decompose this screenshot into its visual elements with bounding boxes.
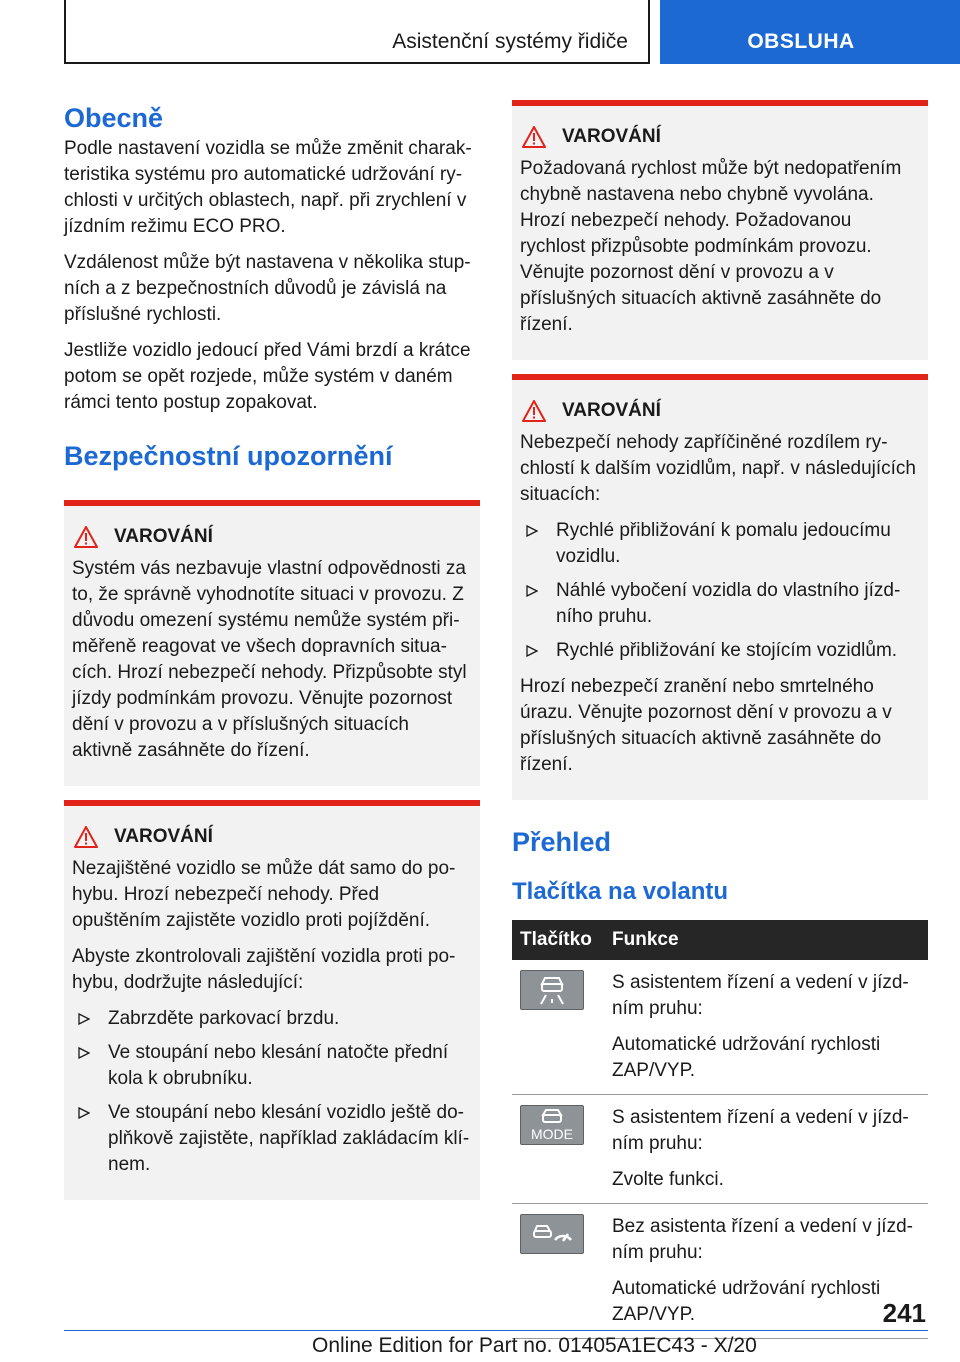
triangle-bullet-icon (526, 645, 538, 657)
warning-paragraph-1: Nezajištěné vozidlo se může dát samo do pohybu. Hrozí nebezpečí nehody. Před opuštěním zajistěte vozidlo proti pojíždění. (72, 858, 456, 931)
left-column (64, 100, 480, 1214)
list-item: Zabrzděte parkovací brzdu. (72, 1006, 472, 1032)
column-header-button: Tlačítko (512, 920, 604, 960)
list-item: Rychlé přibližování k pomalu jedoucímu vozidlu. (520, 518, 920, 570)
triangle-bullet-icon (78, 1107, 90, 1119)
cruise-control-button-icon (520, 1214, 584, 1254)
table-row (512, 960, 928, 1095)
page-number: 241 (882, 1298, 926, 1328)
warning-box-2 (64, 800, 480, 1200)
general-paragraph-2: Vzdálenost může být nastavena v několika stupních a z bezpečnostních důvodů je závislá na příslušné rychlosti. (64, 252, 471, 325)
warning-box-3 (512, 100, 928, 360)
warning-paragraph-2: Abyste zkontrolovali zajištění vozidla proti pohybu, dodržujte následující: (72, 946, 456, 993)
warning-paragraph-2: Hrozí nebezpečí zranění nebo smrtelného úrazu. Věnujte pozornost dění v provozu a v příslušných situacích aktivně zasáhněte do řízení. (520, 676, 892, 775)
list-item: Náhlé vybočení vozidla do vlastního jízdního pruhu. (520, 578, 920, 630)
section-title: Asistenční systémy řidiče (392, 30, 628, 53)
lane-assist-button-icon (520, 970, 584, 1010)
table-row (512, 1204, 928, 1339)
warning-paragraph-1: Nebezpečí nehody zapříčiněné rozdílem rychlostí k dalším vozidlům, např. v následujících situacích: (520, 432, 917, 505)
buttons-table (512, 920, 928, 1339)
warning-box-1 (64, 500, 480, 786)
warning-label: VAROVÁNÍ (114, 826, 213, 847)
footer-divider (64, 1330, 928, 1331)
chapter-tab (660, 0, 960, 64)
triangle-bullet-icon (78, 1013, 90, 1025)
general-paragraph-1: Podle nastavení vozidla se může změnit charakteristika systému pro automatické udržování rychlosti v určitých oblastech, např. při zrychlení v jízdním režimu ECO PRO. (64, 138, 472, 237)
mode-icon-label: MODE (531, 1126, 573, 1142)
chapter-tab-label: OBSLUHA (747, 30, 855, 53)
triangle-bullet-icon (78, 1047, 90, 1059)
header-box (64, 0, 650, 64)
warning-label: VAROVÁNÍ (114, 526, 213, 547)
steering-buttons-heading: Tlačítka na volantu (512, 878, 729, 905)
warning-box-4 (512, 374, 928, 800)
table-header-row (512, 920, 928, 960)
right-column (512, 100, 928, 1339)
warning-label: VAROVÁNÍ (562, 126, 661, 147)
warning-text: Systém vás nezbavuje vlastní odpovědnosti za to, že správně vyhodnotíte situaci v provozu. Z důvodu omezení systému nemůže systém přiměřeně reagovat ve všech dopravních situacích. Hrozí nebezpečí nehody. Přizpůsobte styl jízdy podmínkám provozu. Věnujte pozornost dění v provozu a v příslušných situacích aktivně zasáhněte do řízení. (72, 558, 467, 761)
list-item: Rychlé přibližování ke stojícím vozidlům. (520, 638, 920, 664)
list-item: Ve stoupání nebo klesání vozidlo ještě doplňkově zajistěte, například zakládacím klínem. (72, 1100, 472, 1178)
warning-triangle-icon (74, 526, 98, 548)
general-heading: Obecně (64, 103, 164, 133)
footer-edition: Online Edition for Part no. 01405A1EC43 - X/20 (312, 1334, 757, 1357)
bullet-list (72, 1006, 472, 1178)
mode-button-icon (520, 1105, 584, 1145)
warning-triangle-icon (74, 826, 98, 848)
table-row (512, 1095, 928, 1204)
warning-text: Požadovaná rychlost může být nedopatřením chybně nastavena nebo chybně vyvolána. Hrozí nebezpečí nehody. Požadovanou rychlost přizpůsobte podmínkám provozu. Věnujte pozornost dění v provozu a v příslušných situacích aktivně zasáhněte do řízení. (520, 158, 902, 335)
function-text: Automatické udržování rychlosti ZAP/VYP. (612, 1034, 881, 1081)
function-text: S asistentem řízení a vedení v jízdním pruhu: (612, 1107, 909, 1154)
function-text: S asistentem řízení a vedení v jízdním pruhu: (612, 972, 909, 1019)
general-paragraph-3: Jestliže vozidlo jedoucí před Vámi brzdí a krátce potom se opět rozjede, může systém v daném rámci tento postup zopakovat. (64, 340, 471, 413)
overview-heading: Přehled (512, 827, 612, 857)
function-text: Automatické udržování rychlosti ZAP/VYP. (612, 1278, 881, 1325)
bullet-list (520, 518, 920, 664)
triangle-bullet-icon (526, 585, 538, 597)
triangle-bullet-icon (526, 525, 538, 537)
warning-triangle-icon (522, 126, 546, 148)
function-text: Bez asistenta řízení a vedení v jízdním pruhu: (612, 1216, 913, 1263)
column-header-function: Funkce (604, 920, 928, 960)
warning-label: VAROVÁNÍ (562, 400, 661, 421)
list-item: Ve stoupání nebo klesání natočte přední kola k obrubníku. (72, 1040, 472, 1092)
safety-heading: Bezpečnostní upozornění (64, 441, 393, 471)
warning-triangle-icon (522, 400, 546, 422)
function-text: Zvolte funkci. (612, 1169, 724, 1190)
